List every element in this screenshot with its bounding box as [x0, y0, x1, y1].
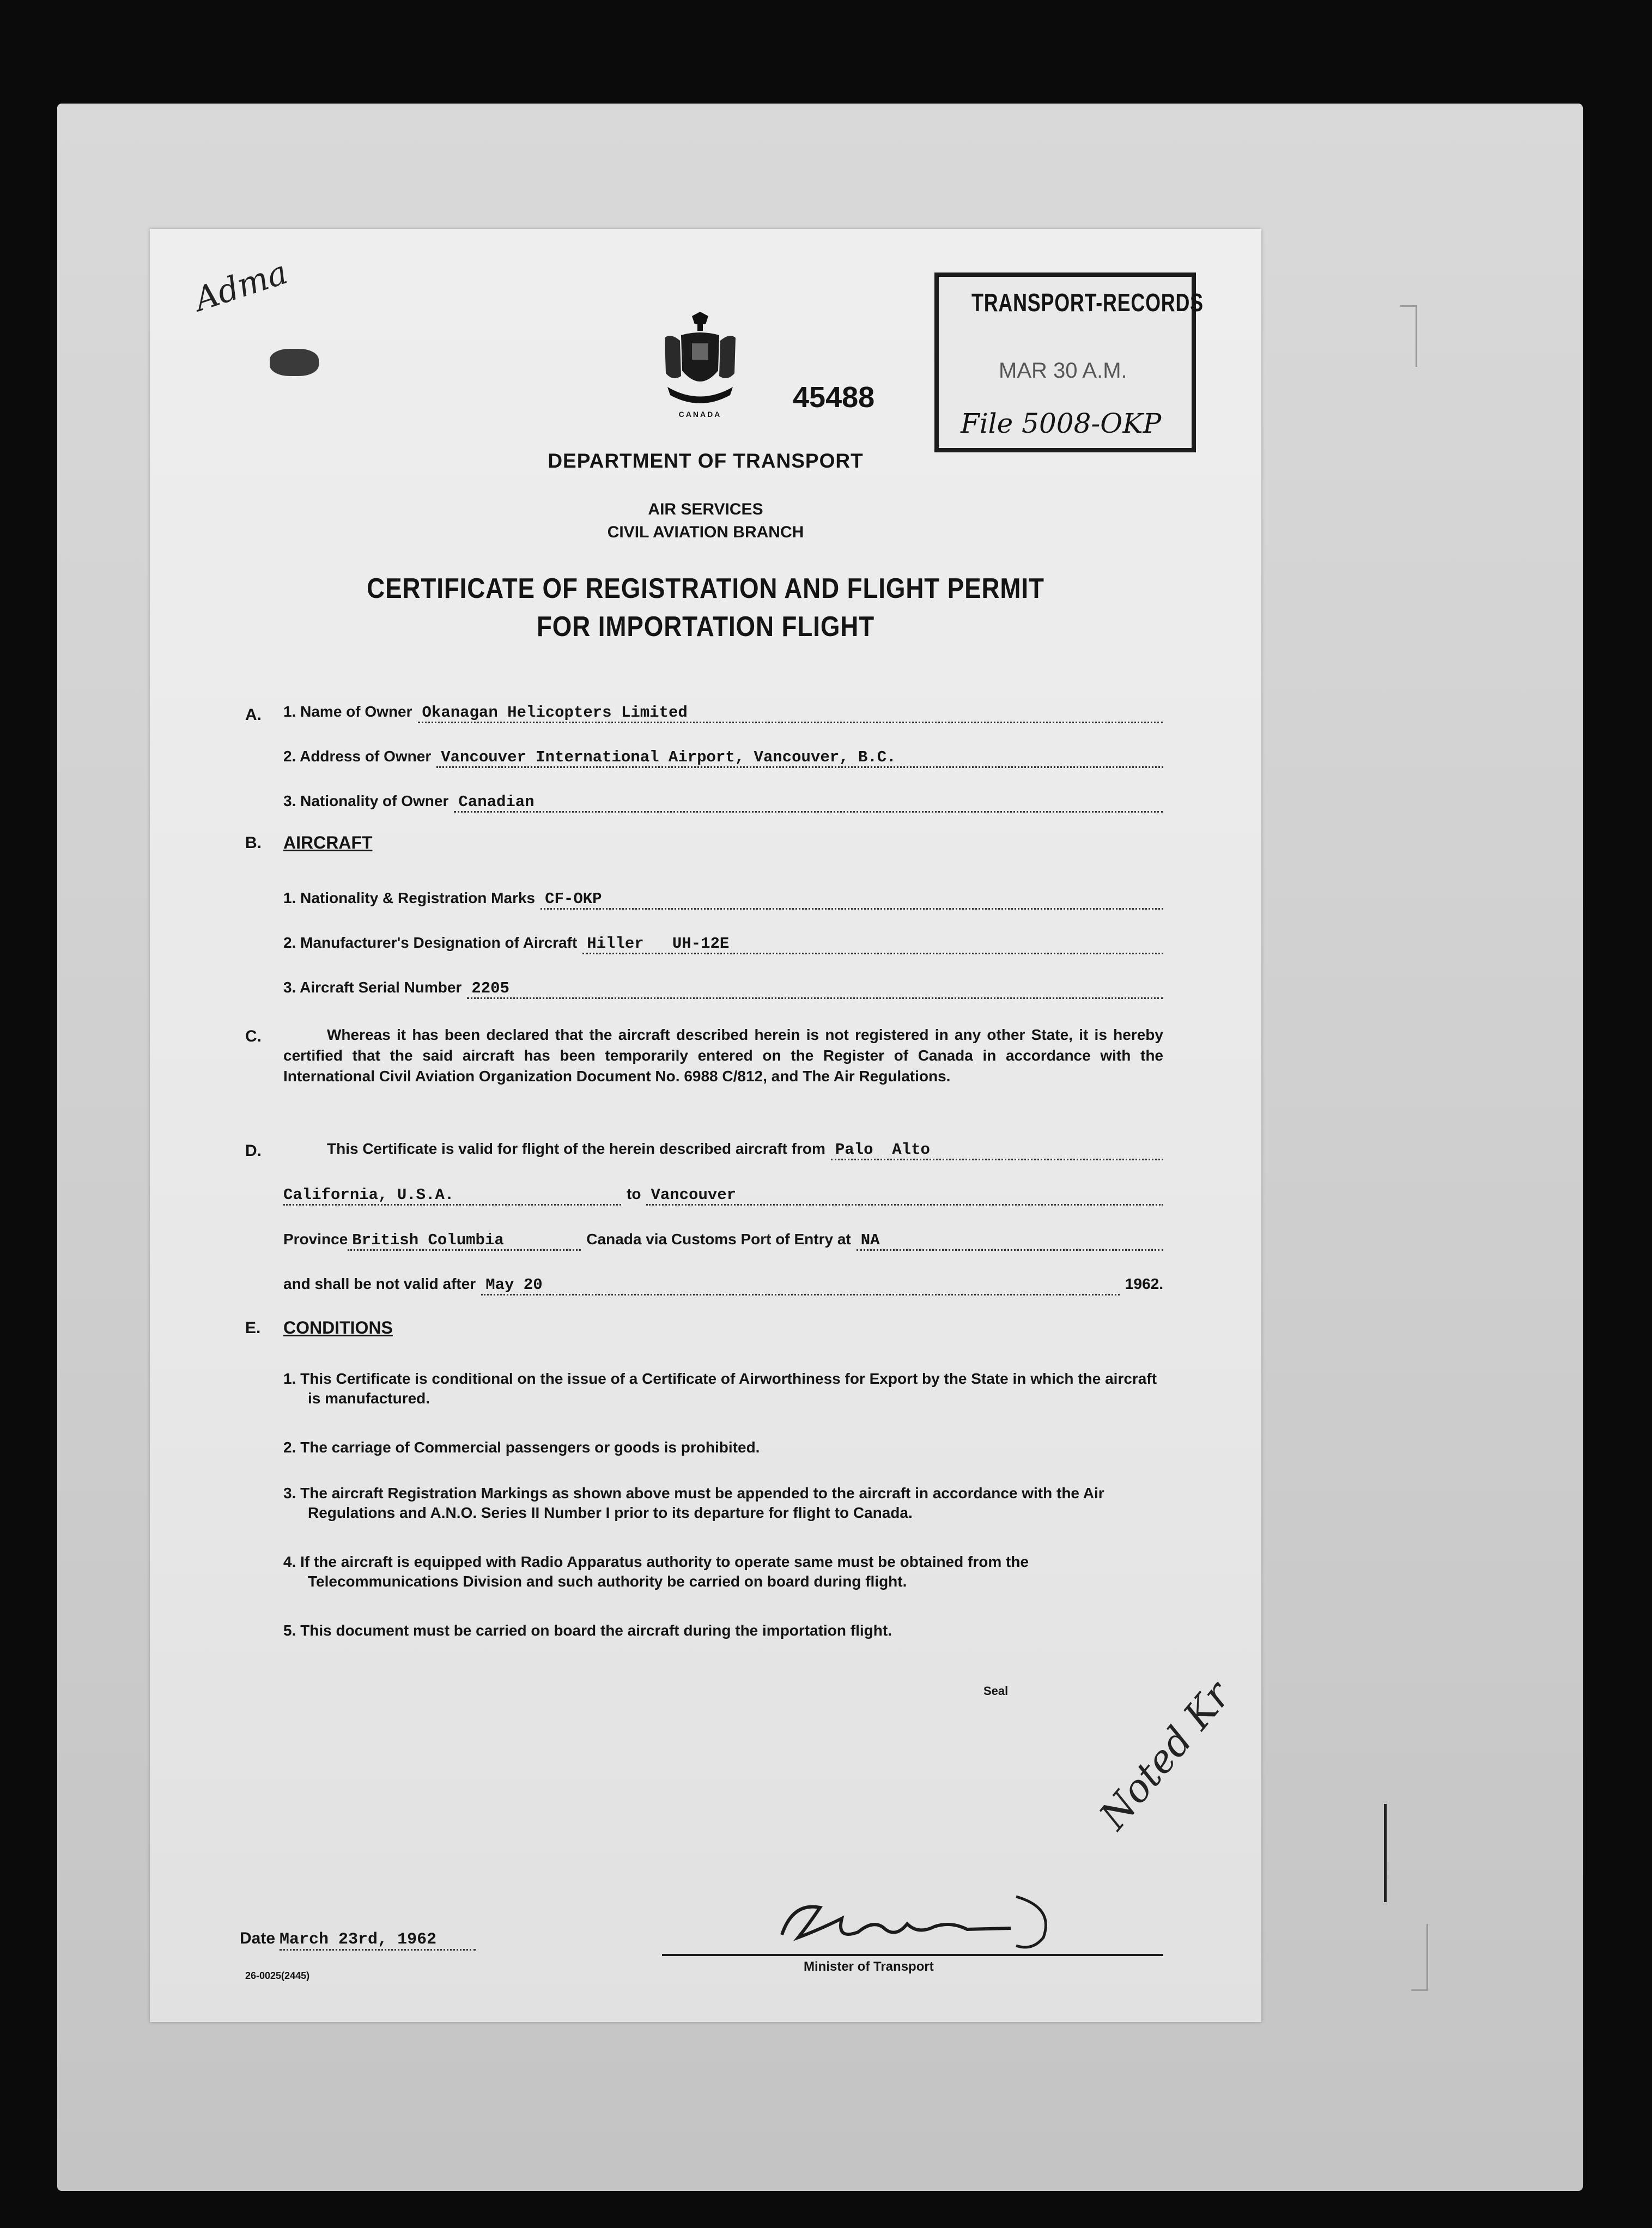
section-e-letter: E. [245, 1319, 261, 1337]
serial-number-row [283, 979, 1163, 999]
serial-number-label: 3. Aircraft Serial Number [283, 979, 462, 996]
corner-mark [1411, 1924, 1428, 1991]
certificate-document [150, 229, 1261, 2022]
aircraft-designation-row [283, 934, 1163, 954]
owner-nationality-label: 3. Nationality of Owner [283, 792, 449, 809]
province-row [283, 1231, 1163, 1251]
owner-name-label: 1. Name of Owner [283, 703, 412, 720]
expiry-year: 1962. [1125, 1275, 1163, 1292]
condition-item: 4. If the aircraft is equipped with Radio Apparatus authority to operate same must be obtained from the Telecommunications Division and such authority be carried on board during flight. [283, 1553, 1029, 1590]
route-row [283, 1185, 1163, 1206]
department-heading: DEPARTMENT OF TRANSPORT [548, 450, 864, 472]
signature-caption: Minister of Transport [804, 1959, 934, 1974]
handwritten-side-note: Noted Kr [1090, 1673, 1240, 1838]
corner-mark [1400, 305, 1417, 367]
registration-number: 45488 [793, 381, 875, 414]
owner-address-label: 2. Address of Owner [283, 748, 432, 765]
aircraft-heading: AIRCRAFT [283, 833, 373, 852]
document-title-line2: FOR IMPORTATION FLIGHT [536, 611, 875, 643]
punch-hole [270, 349, 319, 376]
section-d-letter: D. [245, 1142, 262, 1160]
section-b-letter: B. [245, 834, 262, 852]
port-value: NA [857, 1231, 1163, 1251]
valid-from-row [283, 1140, 1163, 1160]
owner-nationality-row [283, 792, 1163, 813]
expiry-date-value: May 20 [481, 1276, 1120, 1295]
document-title-line1: CERTIFICATE OF REGISTRATION AND FLIGHT PERMIT [367, 573, 1044, 604]
registration-marks-value: CF-OKP [540, 890, 1163, 910]
condition-item: 2. The carriage of Commercial passengers or goods is prohibited. [283, 1439, 760, 1456]
condition-item: 5. This document must be carried on board the aircraft during the importation flight. [283, 1622, 892, 1639]
valid-text: This Certificate is valid for flight of the herein described aircraft from [327, 1140, 825, 1157]
crest-label: CANADA [678, 410, 722, 419]
province-value: British Columbia [348, 1231, 581, 1251]
canada-crest-icon [659, 311, 741, 409]
registration-marks-label: 1. Nationality & Registration Marks [283, 889, 536, 906]
date-row [240, 1929, 476, 1951]
owner-address-row [283, 748, 1163, 768]
date-label: Date [240, 1929, 276, 1947]
owner-address-value: Vancouver International Airport, Vancouver, B.C. [436, 748, 1163, 768]
stamp-title: TRANSPORT-RECORDS [971, 288, 1204, 317]
handwritten-corner-note: Adma [190, 253, 292, 319]
signature-line [662, 1954, 1163, 1956]
owner-nationality-value: Canadian [454, 793, 1163, 813]
section-c-letter: C. [245, 1027, 262, 1045]
owner-name-row [283, 703, 1163, 723]
civil-aviation-heading: CIVIL AVIATION BRANCH [607, 523, 804, 541]
aircraft-designation-label: 2. Manufacturer's Designation of Aircraft [283, 934, 578, 951]
condition-item: 1. This Certificate is conditional on the issue of a Certificate of Airworthiness for Export by the State in which the aircraft is manufactured. [283, 1370, 1157, 1407]
air-services-heading: AIR SERVICES [648, 500, 763, 518]
stamp-date: MAR 30 A.M. [999, 359, 1127, 383]
transport-records-stamp [934, 273, 1204, 452]
from-city-value: Palo Alto [831, 1141, 1163, 1160]
minister-signature [760, 1886, 1065, 1957]
section-a-letter: A. [245, 706, 262, 724]
stamp-file-number: File 5008-OKP [961, 408, 1162, 439]
expiry-row [283, 1275, 1163, 1295]
form-number: 26-0025(2445) [245, 1970, 310, 1981]
registration-marks-row [283, 889, 1163, 910]
to-label: to [627, 1185, 641, 1202]
seal-label: Seal [983, 1684, 1009, 1698]
conditions-heading: CONDITIONS [283, 1318, 393, 1337]
to-city-value: Vancouver [646, 1186, 1163, 1206]
date-value: March 23rd, 1962 [280, 1930, 476, 1951]
section-c-text: Whereas it has been declared that the aircraft described herein is not registered in any other State, it is hereby certified that the said aircraft has been temporarily entered on the Register of Canada in accordance with the International Civil Aviation Organization Document No. 6988 C/812, and The Air Regulations. [283, 1026, 1163, 1085]
condition-item: 3. The aircraft Registration Markings as shown above must be appended to the aircraft in accordance with the Air Regulations and A.N.O. Series II Number I prior to its departure for flight to Canada. [283, 1485, 1104, 1521]
from-state-value: California, U.S.A. [283, 1186, 621, 1206]
aircraft-designation-value: Hiller UH-12E [582, 935, 1163, 954]
margin-line [1384, 1804, 1387, 1902]
owner-name-value: Okanagan Helicopters Limited [418, 704, 1163, 723]
province-label: Province [283, 1231, 348, 1248]
customs-label: Canada via Customs Port of Entry at [586, 1231, 851, 1248]
expiry-label: and shall be not valid after [283, 1275, 476, 1292]
serial-number-value: 2205 [467, 979, 1163, 999]
